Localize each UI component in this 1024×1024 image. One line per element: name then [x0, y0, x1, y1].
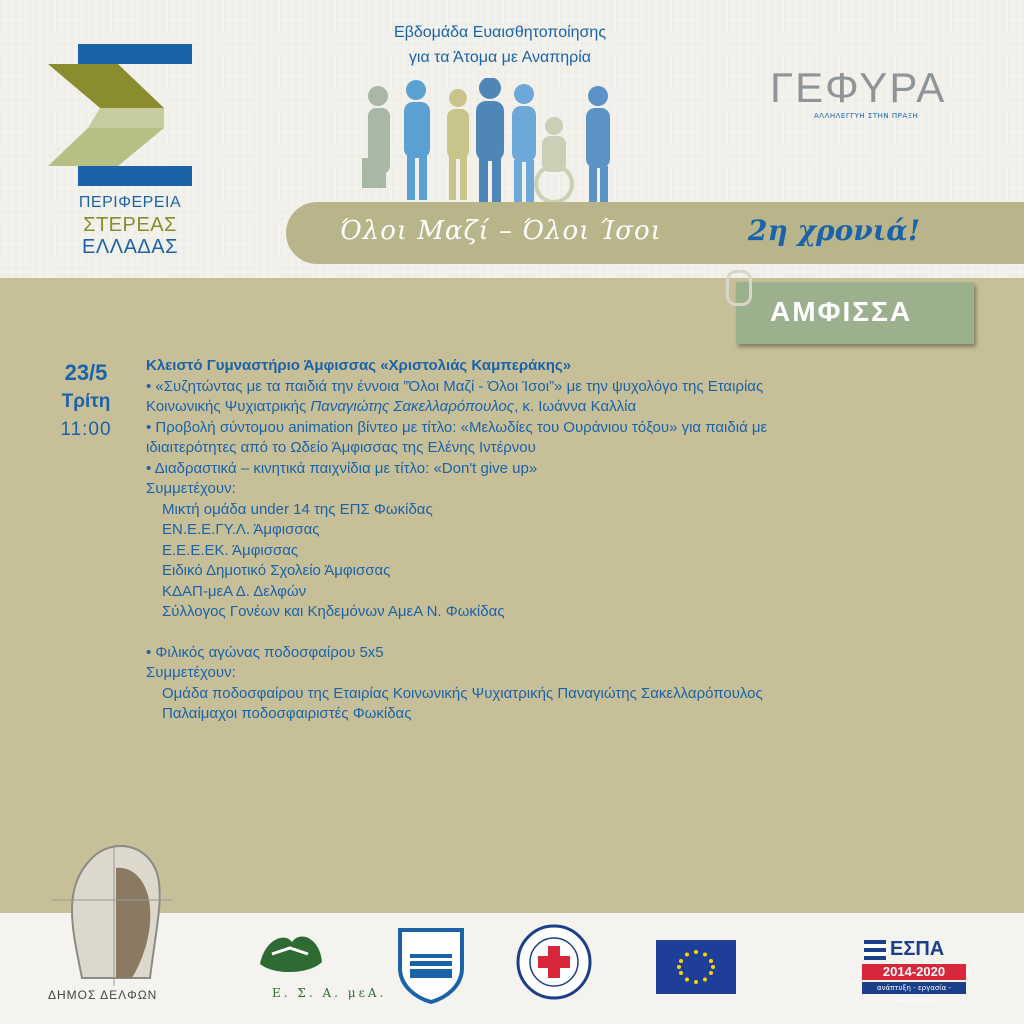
participants-label: Συμμετέχουν: [146, 480, 236, 497]
region-line-3: ΕΛΛΑΔΑΣ [82, 236, 178, 258]
region-line-1: ΠΕΡΙΦΕΡΕΙΑ [78, 194, 182, 211]
logo-bar-top [78, 44, 192, 64]
program-item-2a: • Προβολή σύντομου animation βίντεο με τίτλο: «Μελωδίες του Ουράνιου τόξου» για παιδιά με [146, 418, 768, 436]
event-title [340, 20, 660, 70]
region-name [60, 192, 200, 258]
gefyra-logo [770, 64, 970, 124]
delphi-charioteer-bust-icon [52, 828, 172, 988]
espa-label: ΕΣΠΑ [890, 938, 945, 960]
edition-label: 2η χρονιά! [748, 214, 921, 247]
location-name: ΑΜΦΙΣΣΑ [770, 296, 913, 327]
red-cross-emblem-icon [514, 922, 594, 1002]
greek-flag-icon [864, 940, 886, 960]
event-title-line-2: για τα Άτομα με Αναπηρία [408, 49, 592, 66]
participant: Μικτή ομάδα under 14 της ΕΠΣ Φωκίδας [162, 500, 433, 518]
people-silhouettes-icon [358, 78, 618, 208]
paperclip-icon [726, 270, 752, 306]
espa-logo [862, 938, 966, 1004]
date-block [36, 358, 136, 444]
esamea-hands-icon [250, 924, 330, 984]
location-tag [736, 282, 974, 344]
sigma-icon [48, 62, 198, 172]
espa-subtitle: ανάπτυξη - εργασία - αλληλεγγύη [862, 982, 966, 994]
program-text [146, 356, 946, 725]
event-weekday: Τρίτη [61, 391, 111, 412]
participant: Σύλλογος Γονέων και Κηδεμόνων ΑμεΑ Ν. Φωκίδας [162, 603, 505, 620]
participant: Ε.Ε.Ε.ΕΚ. Άμφισσας [162, 541, 299, 559]
delfon-municipality-label: ΔΗΜΟΣ ΔΕΛΦΩΝ [48, 988, 158, 1002]
logo-bar-bottom [78, 166, 192, 186]
venue: Κλειστό Γυμναστήριο Άμφισσας «Χριστολιάς Καμπεράκης» [146, 357, 572, 374]
region-line-2: ΣΤΕΡΕΑΣ [83, 214, 177, 236]
hellas-paralympic-shield-icon [396, 926, 466, 1004]
slogan: Όλοι Μαζί – Όλοι Ίσοι [340, 216, 662, 246]
program-item-2b: ιδιαιτερότητες από το Ωδείο Άμφισσας της Ελένης Ιντέρνου [146, 439, 536, 456]
program-item-4: • Φιλικός αγώνας ποδοσφαίρου 5x5 [146, 643, 384, 661]
participant: ΕΝ.Ε.Ε.ΓΥ.Λ. Άμφισσας [162, 521, 320, 538]
participants-label-2: Συμμετέχουν: [146, 664, 236, 681]
participant: Παλαίμαχοι ποδοσφαιριστές Φωκίδας [162, 705, 412, 722]
gefyra-name: ΓΕΦΥΡΑ [770, 64, 947, 111]
event-title-line-1: Εβδομάδα Ευαισθητοποίησης [393, 24, 607, 41]
esamea-label: Ε. Σ. Α. μεΑ. [272, 986, 387, 1000]
spacer [146, 623, 946, 643]
event-time: 11:00 [60, 419, 112, 440]
gefyra-tagline: ΑΛΛΗΛΕΓΓΥΗ ΣΤΗΝ ΠΡΑΞΗ [814, 112, 919, 120]
program-item-1b: Κοινωνικής Ψυχιατρικής Παναγιώτης Σακελλαρόπουλος, κ. Ιωάννα Καλλία [146, 398, 637, 415]
participant: ΚΔΑΠ-μεΑ Δ. Δελφών [162, 582, 307, 600]
participant: Ειδικό Δημοτικό Σχολείο Άμφισσας [162, 562, 391, 579]
program-item-1a: • «Συζητώντας με τα παιδιά την έννοια ‟Όλοι Μαζί - Όλοι Ίσοι”» με την ψυχολόγο της Εταιρίας [146, 377, 764, 395]
event-day: 23/5 [64, 360, 108, 385]
participant: Ομάδα ποδοσφαίρου της Εταιρίας Κοινωνικής Ψυχιατρικής Παναγιώτης Σακελλαρόπουλος [162, 684, 763, 702]
program-item-3: • Διαδραστικά – κινητικά παιχνίδια με τίτλο: «Don't give up» [146, 459, 538, 477]
espa-years: 2014-2020 [862, 964, 966, 980]
eu-flag-icon [656, 940, 736, 994]
